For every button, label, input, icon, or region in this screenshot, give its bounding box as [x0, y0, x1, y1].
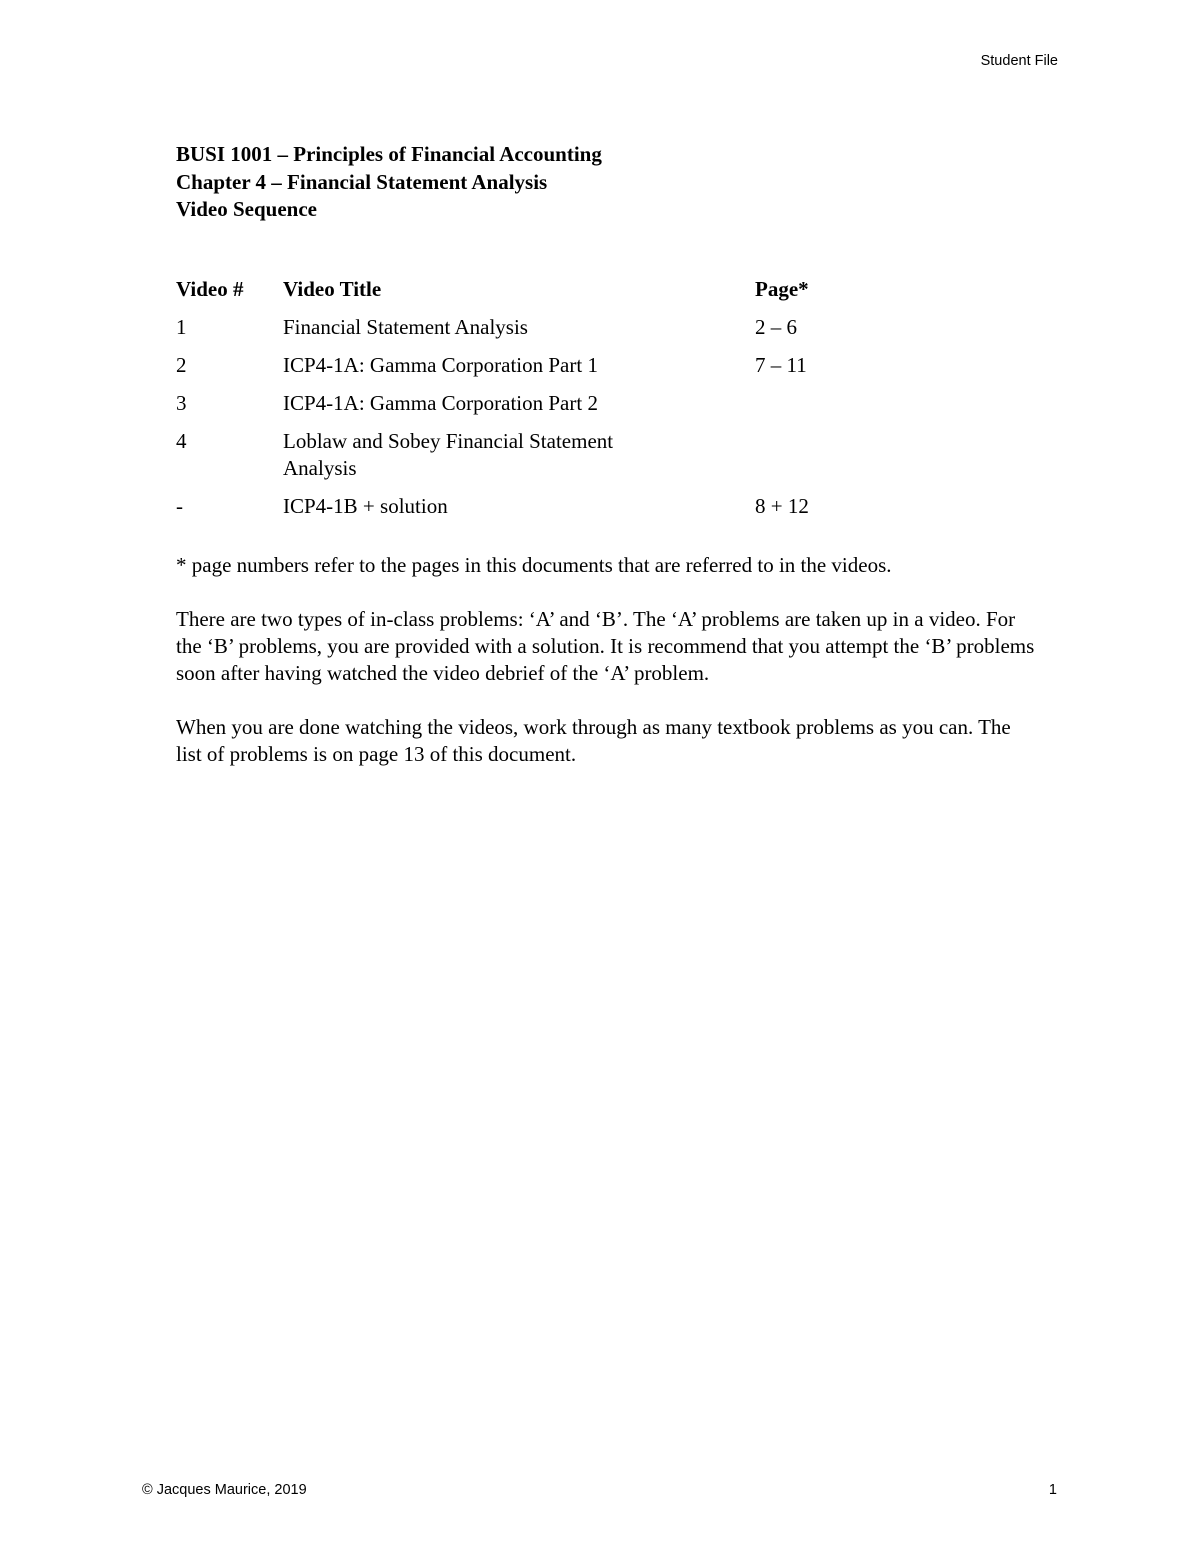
video-number: 4	[176, 429, 187, 453]
video-title: Financial Statement Analysis	[283, 315, 528, 339]
table-row	[176, 314, 855, 352]
section-title: Video Sequence	[176, 197, 317, 221]
page-number-note: * page numbers refer to the pages in this documents that are referred to in the videos.	[176, 553, 892, 577]
video-page: 7 – 11	[755, 353, 807, 377]
table-row	[176, 493, 855, 531]
textbook-problems-paragraph: When you are done watching the videos, work through as many textbook problems as you can. The list of problems is on page 13 of this document.	[176, 715, 1011, 766]
video-title: ICP4-1A: Gamma Corporation Part 2	[283, 391, 598, 415]
copyright-footer: © Jacques Maurice, 2019	[142, 1482, 307, 1498]
video-number: 3	[176, 391, 187, 415]
header-video-title: Video Title	[283, 277, 382, 301]
title-block	[176, 141, 602, 224]
header-label: Student File	[980, 53, 1058, 69]
video-title: ICP4-1B + solution	[283, 494, 448, 518]
video-page: 2 – 6	[755, 315, 797, 339]
video-number: 1	[176, 315, 187, 339]
video-number: 2	[176, 353, 187, 377]
table-row	[176, 352, 855, 390]
video-page: 8 + 12	[755, 494, 809, 518]
chapter-title: Chapter 4 – Financial Statement Analysis	[176, 169, 548, 194]
table-row	[176, 428, 855, 493]
video-sequence-table	[176, 276, 855, 531]
page-number: 1	[1048, 1482, 1057, 1498]
table-header-row	[176, 276, 855, 314]
table-row	[176, 390, 855, 428]
header-video-number: Video #	[176, 277, 244, 301]
header-page: Page*	[755, 277, 809, 301]
video-page	[755, 390, 855, 428]
problem-types-paragraph: There are two types of in-class problems: ‘A’ and ‘B’. The ‘A’ problems are taken up in a video. For the ‘B’ problems, you are provided with a solution. It is recommend that you attempt the ‘B’ problems soon after having watched the video debrief of the ‘A’ problem.	[176, 607, 1035, 685]
course-title: BUSI 1001 – Principles of Financial Accounting	[176, 142, 602, 166]
video-title: ICP4-1A: Gamma Corporation Part 1	[283, 353, 598, 377]
video-page	[755, 428, 855, 493]
video-title: Loblaw and Sobey Financial Statement Analysis	[283, 429, 614, 480]
video-number: -	[176, 494, 183, 518]
